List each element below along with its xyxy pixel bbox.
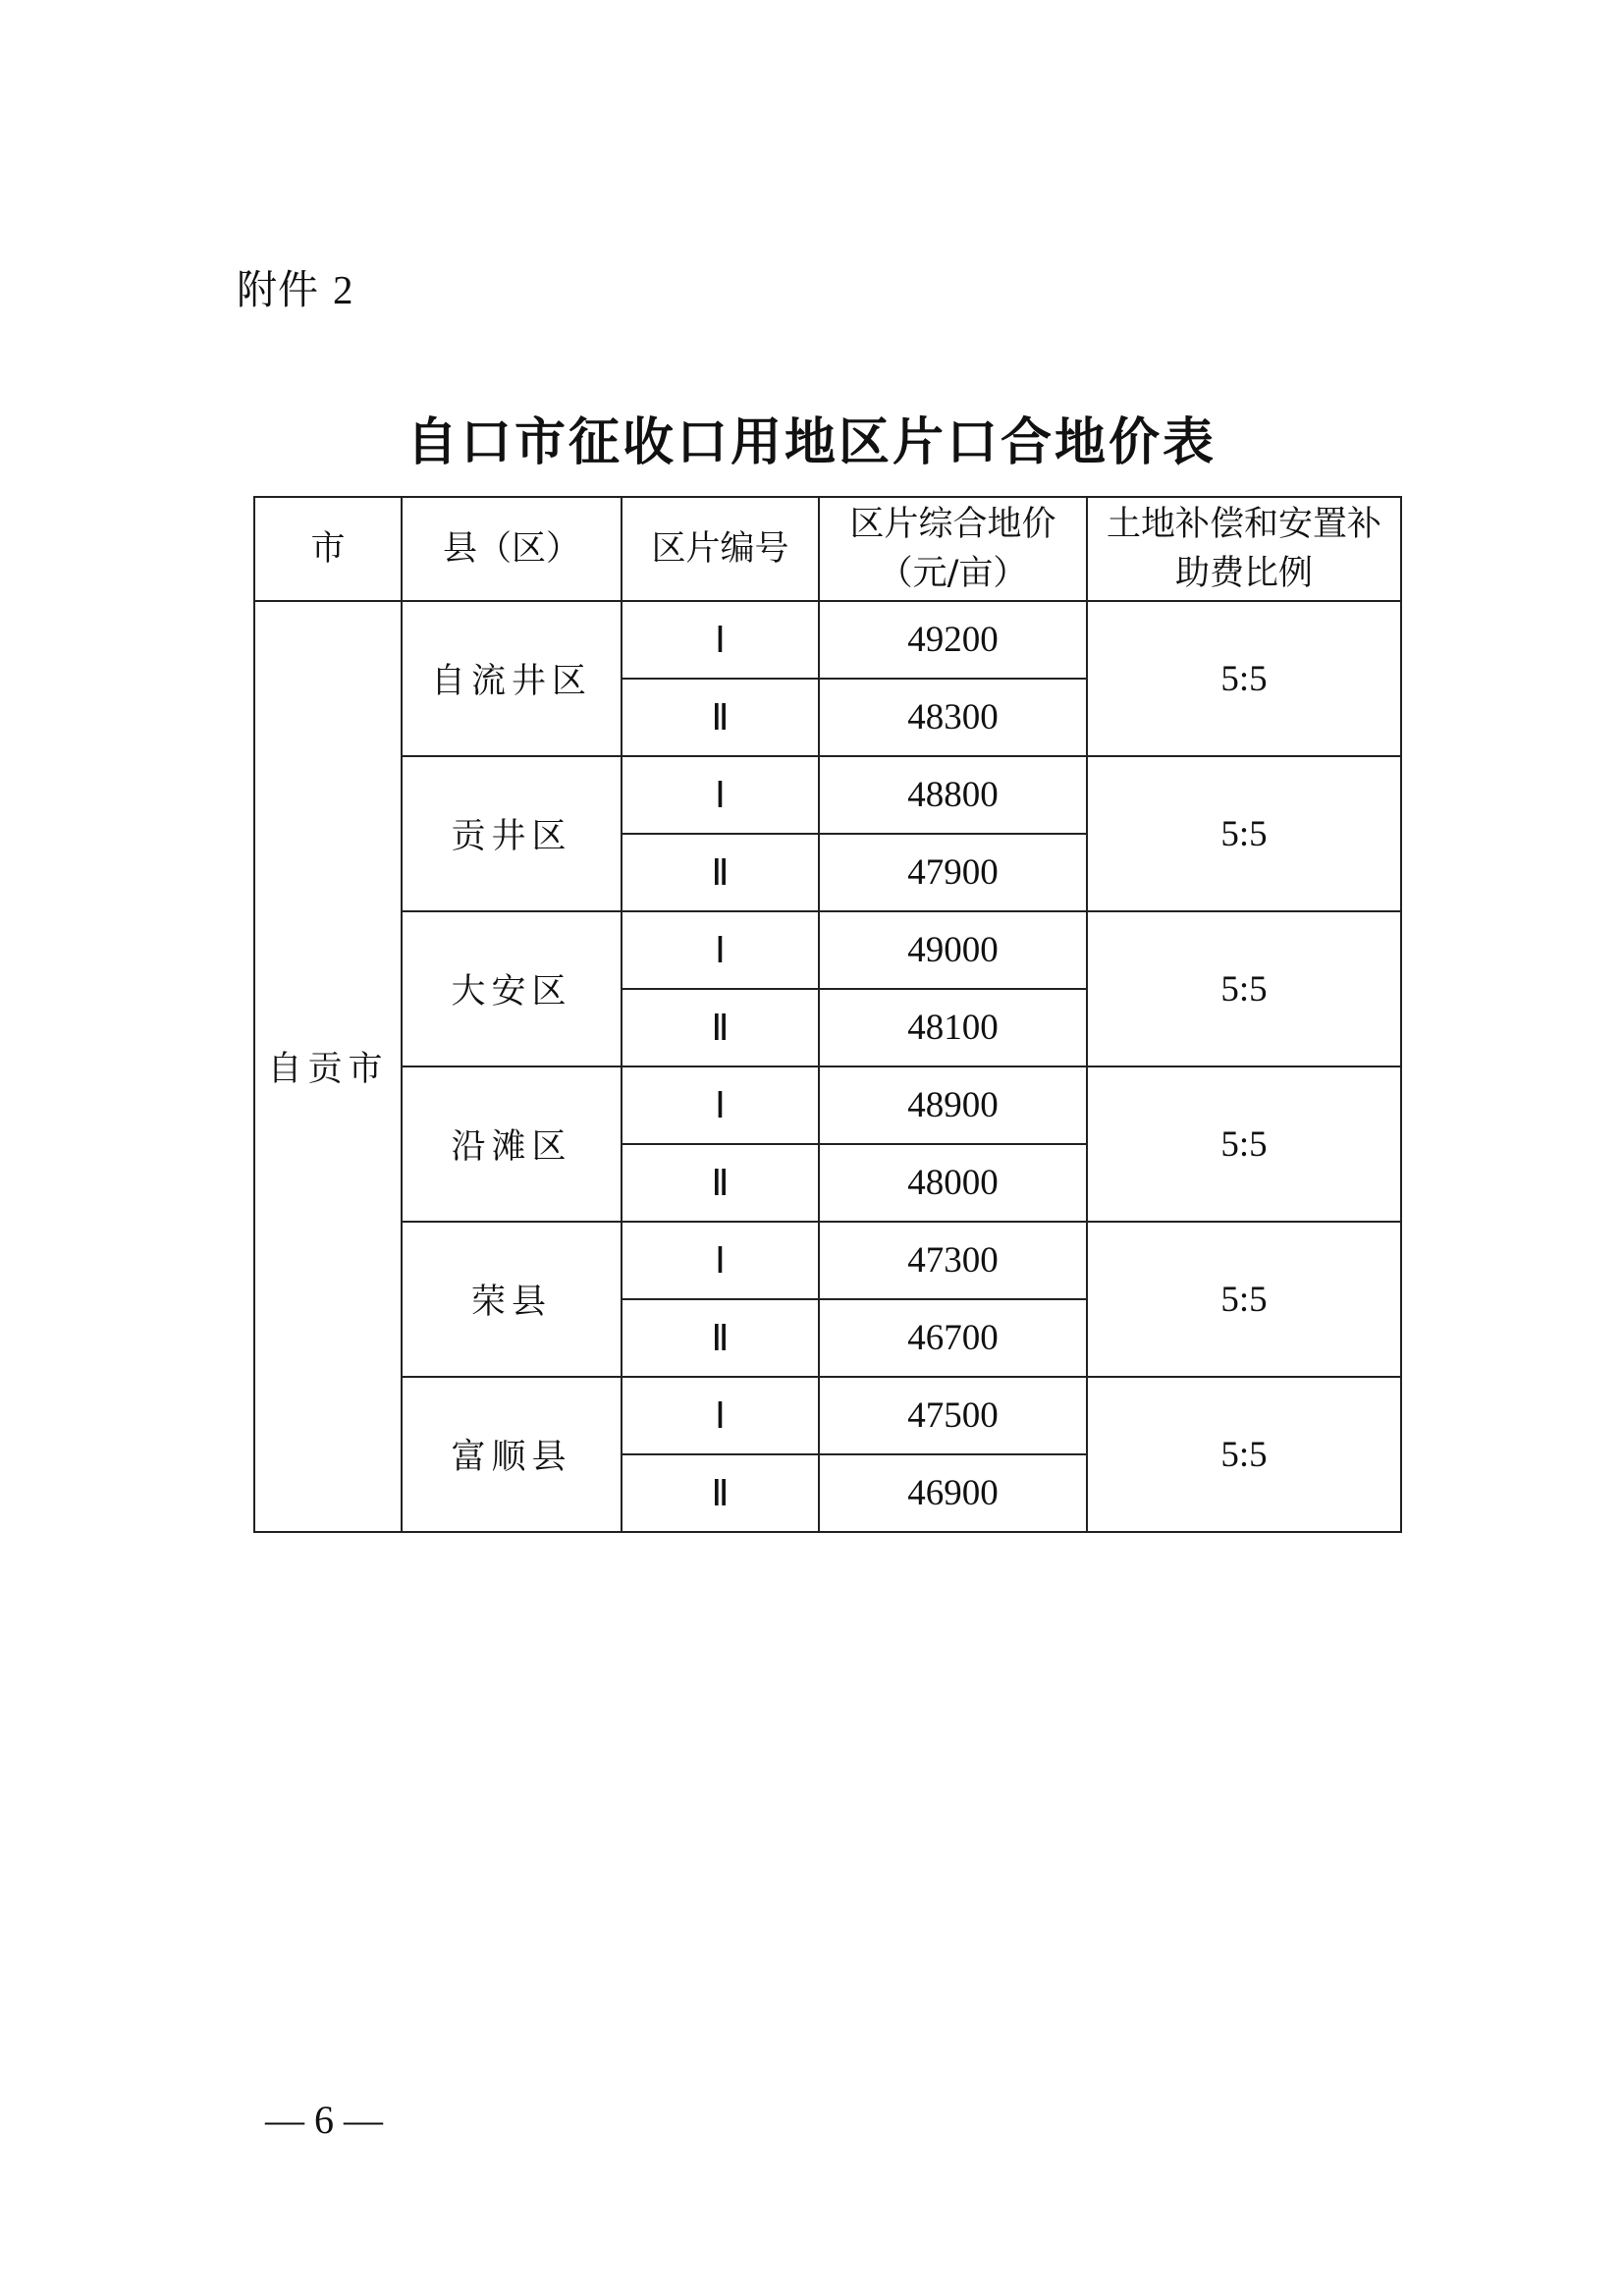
table-row (254, 1377, 1401, 1454)
price-cell: 48900 (819, 1066, 1087, 1144)
zone-number-cell: Ⅰ (622, 756, 819, 834)
price-cell: 48800 (819, 756, 1087, 834)
ratio-cell: 5:5 (1087, 1377, 1401, 1532)
header-price-line1: 区片综合地价 (849, 505, 1056, 544)
table-row (254, 756, 1401, 834)
header-city: 市 (254, 497, 402, 601)
header-price (819, 497, 1087, 601)
attachment-label-text: 附件 (237, 266, 319, 313)
ratio-cell: 5:5 (1087, 911, 1401, 1066)
table-row (254, 911, 1401, 989)
table-row (254, 1222, 1401, 1299)
zone-number-cell: Ⅰ (622, 911, 819, 989)
price-cell: 48100 (819, 989, 1087, 1066)
header-ratio-line1: 土地补偿和安置补 (1106, 505, 1381, 544)
zone-number-cell: Ⅰ (622, 1222, 819, 1299)
zone-number-cell: Ⅱ (622, 989, 819, 1066)
zone-number-cell: Ⅱ (622, 1144, 819, 1222)
zone-number-cell: Ⅱ (622, 834, 819, 911)
city-cell: 自贡市 (254, 601, 402, 1532)
price-cell: 47900 (819, 834, 1087, 911)
price-cell: 49000 (819, 911, 1087, 989)
attachment-label (237, 257, 354, 315)
document-title: 自口市征收口用地区片口合地价表 (406, 413, 1217, 472)
header-ratio-line2: 助费比例 (1174, 554, 1313, 593)
zone-number-cell: Ⅱ (622, 1299, 819, 1377)
district-name-cell: 大安区 (402, 911, 622, 1066)
price-cell: 47300 (819, 1222, 1087, 1299)
zone-number-cell: Ⅰ (622, 1066, 819, 1144)
district-name-cell: 沿滩区 (402, 1066, 622, 1222)
attachment-number: 2 (333, 267, 354, 312)
ratio-cell: 5:5 (1087, 1222, 1401, 1377)
ratio-cell: 5:5 (1087, 1066, 1401, 1222)
district-name-cell: 富顺县 (402, 1377, 622, 1532)
price-cell: 48000 (819, 1144, 1087, 1222)
zone-number-cell: Ⅰ (622, 601, 819, 679)
price-cell: 48300 (819, 679, 1087, 756)
price-cell: 46700 (819, 1299, 1087, 1377)
table-header-row (254, 497, 1401, 601)
price-cell: 46900 (819, 1454, 1087, 1532)
header-ratio (1087, 497, 1401, 601)
ratio-cell: 5:5 (1087, 601, 1401, 756)
zone-number-cell: Ⅰ (622, 1377, 819, 1454)
price-cell: 49200 (819, 601, 1087, 679)
header-zone-number: 区片编号 (622, 497, 819, 601)
zone-number-cell: Ⅱ (622, 1454, 819, 1532)
table-body (254, 601, 1401, 1532)
district-name-cell: 贡井区 (402, 756, 622, 911)
zone-number-cell: Ⅱ (622, 679, 819, 756)
header-price-line2: （元/亩） (878, 554, 1028, 593)
land-price-table (253, 496, 1402, 1533)
price-cell: 47500 (819, 1377, 1087, 1454)
table-row (254, 1066, 1401, 1144)
district-name-cell: 自流井区 (402, 601, 622, 756)
page-number: — 6 — (265, 2098, 383, 2142)
table-row (254, 601, 1401, 679)
district-name-cell: 荣县 (402, 1222, 622, 1377)
ratio-cell: 5:5 (1087, 756, 1401, 911)
header-county: 县（区） (402, 497, 622, 601)
